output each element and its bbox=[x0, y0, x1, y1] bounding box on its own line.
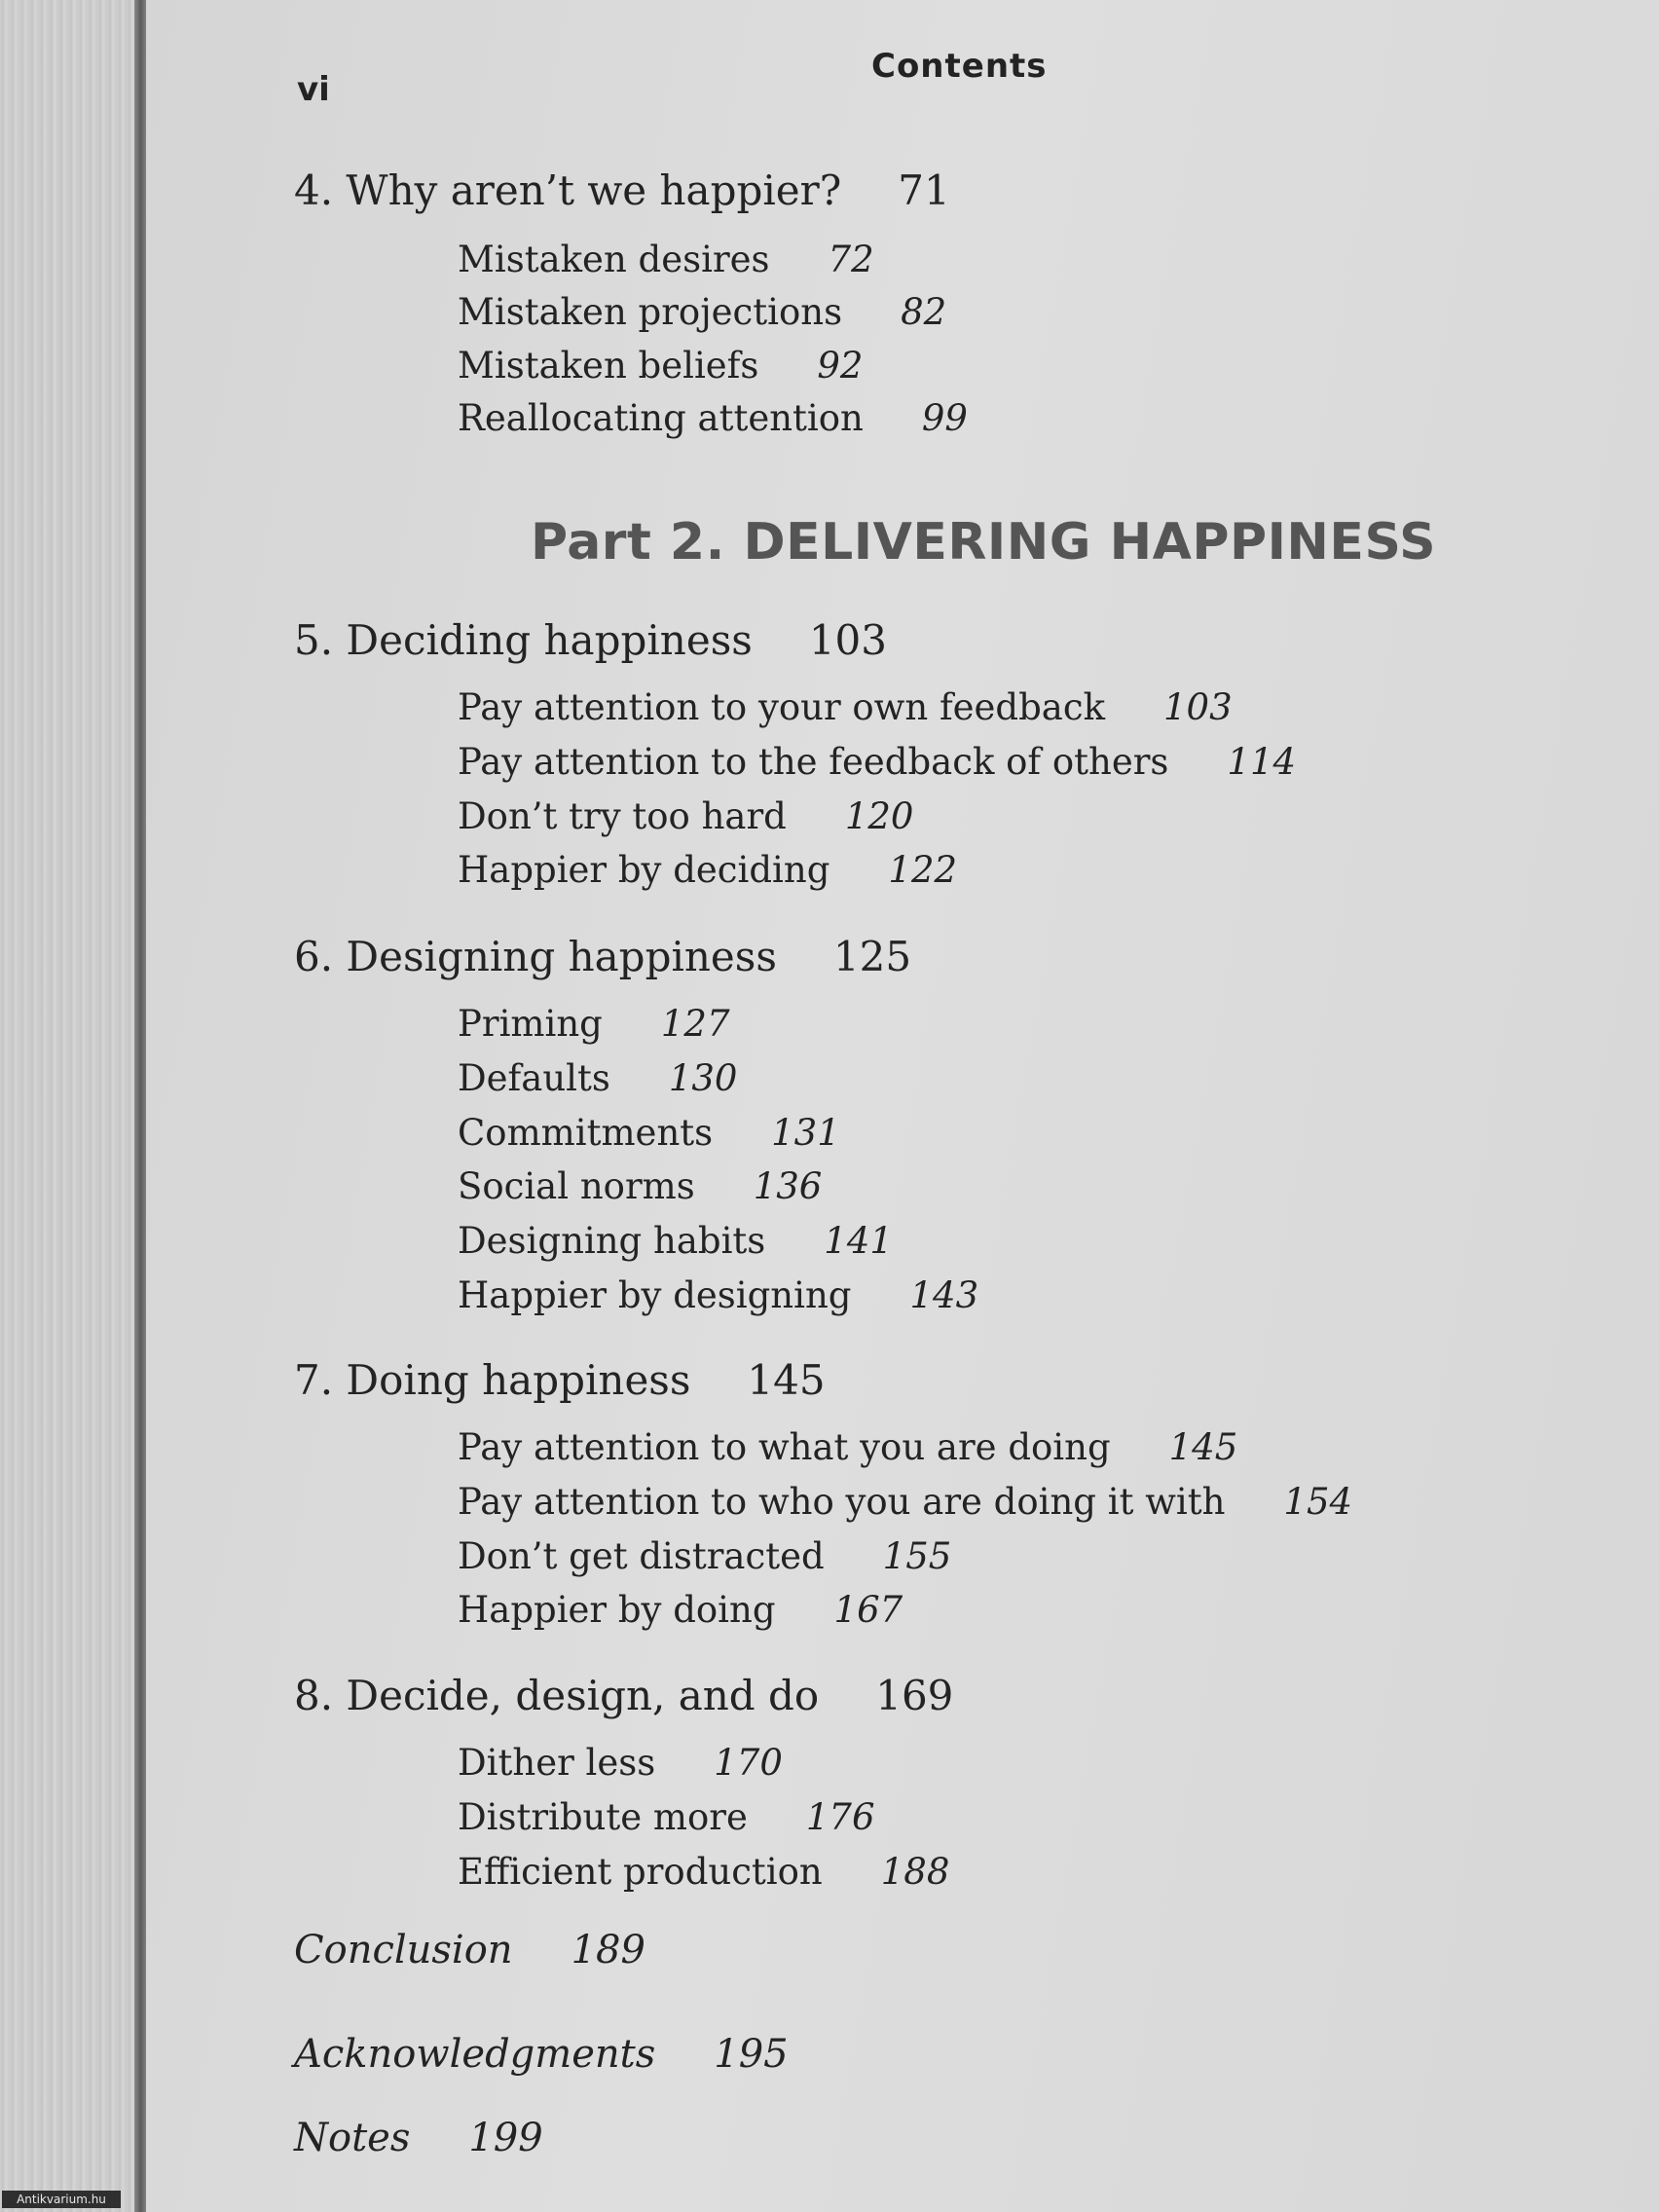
section-page: 120 bbox=[844, 795, 914, 837]
chapter-title: 4. Why aren’t we happier? bbox=[294, 166, 842, 214]
book-page bbox=[146, 0, 1659, 2212]
section-title: Designing habits bbox=[458, 1220, 766, 1262]
section-page: 170 bbox=[714, 1742, 783, 1784]
chapter-entry bbox=[294, 1672, 954, 1719]
section-page: 127 bbox=[660, 1003, 730, 1045]
backmatter-title: Notes bbox=[294, 2116, 411, 2160]
chapter-entry bbox=[294, 933, 912, 980]
backmatter-page: 195 bbox=[714, 2032, 789, 2077]
chapter-page: 145 bbox=[747, 1356, 826, 1404]
section-title: Happier by designing bbox=[458, 1274, 852, 1316]
page-number: vi bbox=[297, 70, 330, 109]
section-entry bbox=[458, 397, 968, 439]
backmatter-page: 199 bbox=[468, 2116, 543, 2160]
section-entry bbox=[458, 1481, 1353, 1523]
section-title: Distribute more bbox=[458, 1796, 748, 1838]
backmatter-title: Conclusion bbox=[294, 1928, 513, 1972]
section-page: 141 bbox=[824, 1220, 893, 1262]
section-page: 82 bbox=[901, 291, 947, 333]
section-entry bbox=[458, 345, 864, 387]
section-title: Mistaken beliefs bbox=[458, 345, 759, 387]
watermark: Antikvarium.hu bbox=[2, 2191, 121, 2208]
section-page: 145 bbox=[1168, 1426, 1238, 1468]
section-title: Happier by deciding bbox=[458, 849, 830, 891]
section-entry bbox=[458, 686, 1233, 728]
chapter-title: 5. Deciding happiness bbox=[294, 616, 753, 664]
section-entry bbox=[458, 1742, 783, 1784]
chapter-title: 6. Designing happiness bbox=[294, 933, 777, 980]
section-page: 92 bbox=[817, 345, 864, 387]
section-title: Mistaken projections bbox=[458, 291, 843, 333]
chapter-entry bbox=[294, 616, 887, 664]
section-entry bbox=[458, 1589, 903, 1631]
backmatter-title: Acknowledgments bbox=[294, 2032, 656, 2077]
section-entry bbox=[458, 741, 1297, 783]
section-page: 167 bbox=[833, 1589, 903, 1631]
section-page: 188 bbox=[880, 1851, 950, 1893]
section-entry bbox=[458, 1165, 823, 1207]
section-entry bbox=[458, 1426, 1238, 1468]
section-page: 131 bbox=[771, 1112, 840, 1154]
section-page: 154 bbox=[1283, 1481, 1353, 1523]
section-title: Pay attention to your own feedback bbox=[458, 686, 1106, 728]
section-entry bbox=[458, 849, 958, 891]
chapter-title: 7. Doing happiness bbox=[294, 1356, 691, 1404]
section-entry bbox=[458, 1220, 893, 1262]
section-entry bbox=[458, 1851, 950, 1893]
section-title: Mistaken desires bbox=[458, 239, 770, 280]
section-title: Efficient production bbox=[458, 1851, 823, 1893]
section-page: 103 bbox=[1163, 686, 1233, 728]
section-page: 155 bbox=[882, 1535, 952, 1577]
section-title: Reallocating attention bbox=[458, 397, 864, 439]
section-entry bbox=[458, 239, 874, 280]
backmatter-entry bbox=[294, 1928, 645, 1972]
section-title: Pay attention to what you are doing bbox=[458, 1426, 1111, 1468]
section-page: 122 bbox=[888, 849, 958, 891]
chapter-page: 169 bbox=[875, 1672, 954, 1719]
section-page: 130 bbox=[668, 1057, 738, 1099]
chapter-page: 125 bbox=[832, 933, 912, 980]
section-title: Commitments bbox=[458, 1112, 714, 1154]
section-title: Happier by doing bbox=[458, 1589, 776, 1631]
section-entry bbox=[458, 1003, 730, 1045]
section-page: 114 bbox=[1227, 741, 1297, 783]
section-page: 136 bbox=[753, 1165, 823, 1207]
section-title: Social norms bbox=[458, 1165, 695, 1207]
backmatter-page: 189 bbox=[571, 1928, 645, 1972]
section-page: 176 bbox=[805, 1796, 875, 1838]
section-entry bbox=[458, 291, 947, 333]
chapter-title: 8. Decide, design, and do bbox=[294, 1672, 820, 1719]
section-entry bbox=[458, 1112, 840, 1154]
backmatter-entry bbox=[294, 2116, 543, 2160]
section-page: 143 bbox=[909, 1274, 979, 1316]
section-title: Defaults bbox=[458, 1057, 610, 1099]
chapter-page: 103 bbox=[808, 616, 887, 664]
chapter-entry bbox=[294, 1356, 826, 1404]
section-title: Don’t try too hard bbox=[458, 795, 787, 837]
section-entry bbox=[458, 1535, 952, 1577]
background-surface bbox=[0, 0, 146, 2212]
running-header: Contents bbox=[871, 47, 1048, 86]
section-entry bbox=[458, 1796, 875, 1838]
section-title: Don’t get distracted bbox=[458, 1535, 825, 1577]
section-page: 99 bbox=[921, 397, 968, 439]
section-page: 72 bbox=[828, 239, 874, 280]
section-title: Pay attention to who you are doing it with bbox=[458, 1481, 1226, 1523]
section-title: Dither less bbox=[458, 1742, 656, 1784]
backmatter-entry bbox=[294, 2032, 789, 2077]
section-entry bbox=[458, 795, 914, 837]
section-entry bbox=[458, 1274, 979, 1316]
section-entry bbox=[458, 1057, 738, 1099]
part-heading: Part 2. DELIVERING HAPPINESS bbox=[531, 513, 1437, 571]
section-title: Priming bbox=[458, 1003, 603, 1045]
chapter-page: 71 bbox=[898, 166, 950, 214]
section-title: Pay attention to the feedback of others bbox=[458, 741, 1169, 783]
chapter-entry bbox=[294, 166, 950, 214]
